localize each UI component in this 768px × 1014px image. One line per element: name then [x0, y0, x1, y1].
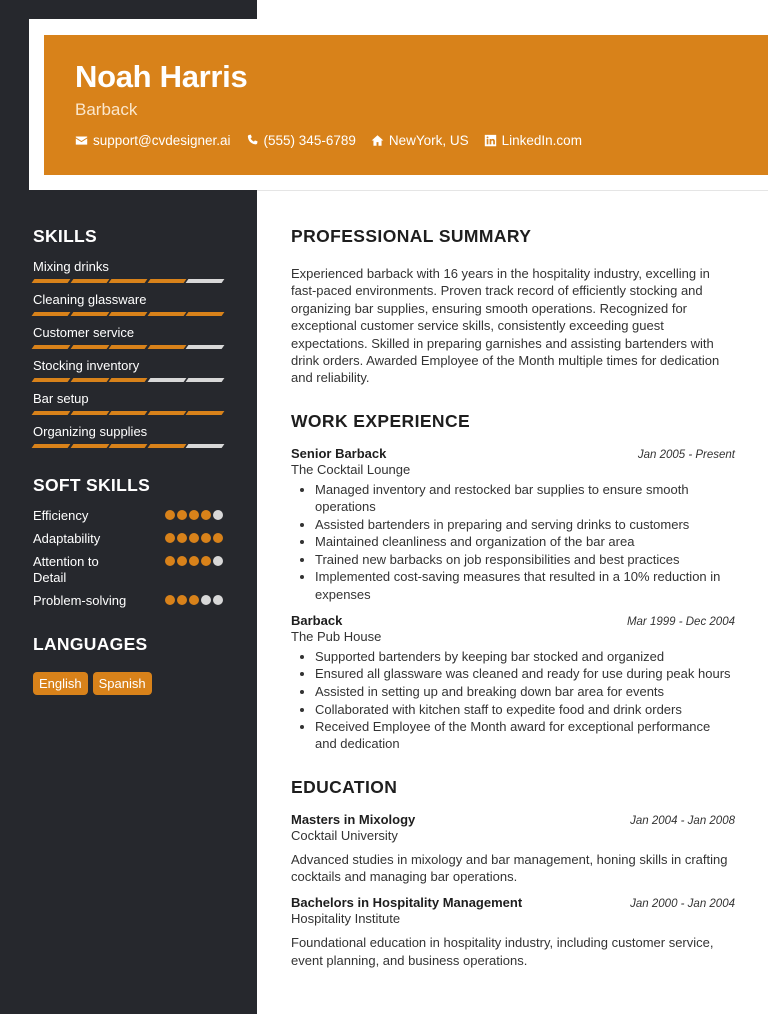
soft-skill-name: Efficiency: [33, 508, 89, 523]
rating-dot: [201, 556, 211, 566]
rating-dot: [201, 533, 211, 543]
skill-level-segment: [186, 444, 224, 448]
summary-heading: PROFESSIONAL SUMMARY: [291, 226, 532, 246]
skill-level-segment: [186, 378, 224, 382]
header: [44, 35, 768, 175]
soft-skill-name: Problem-solving: [33, 593, 127, 608]
job-bullets: [291, 648, 735, 753]
soft-skill-item: [33, 593, 223, 609]
languages-list: [33, 672, 223, 695]
education-entry: [291, 812, 735, 886]
home-icon: [371, 134, 384, 147]
skill-level-segment: [186, 411, 224, 415]
skill-name: Customer service: [33, 325, 135, 340]
skill-name: Cleaning glassware: [33, 292, 147, 307]
education-description: Advanced studies in mixology and bar management, honing skills in crafting cocktails and managing bar operations.: [291, 851, 728, 885]
rating-dot: [201, 595, 211, 605]
soft-skill-rating: [165, 554, 223, 566]
skill-level-bar: [33, 411, 223, 415]
skills-list: [33, 259, 223, 448]
job-date: Jan 2005 - Present: [637, 448, 735, 461]
rating-dot: [165, 595, 175, 605]
skill-level-segment: [147, 444, 185, 448]
skill-level-segment: [70, 312, 108, 316]
job-bullets: [291, 481, 735, 603]
job-role: Barback: [291, 612, 343, 628]
section-divider: [257, 190, 768, 191]
degree-name: Bachelors in Hospitality Management: [291, 895, 523, 911]
job-bullet: • Ensured all glassware was cleaned and ready for use during peak hours: [315, 665, 735, 682]
rating-dot: [213, 533, 223, 543]
rating-dot: [165, 556, 175, 566]
soft-skill-name: Attention to Detail: [33, 554, 99, 585]
job-title: Barback: [75, 100, 138, 119]
skill-level-bar: [33, 279, 223, 283]
rating-dot: [177, 510, 187, 520]
skill-level-bar: [33, 345, 223, 349]
contact-list: [75, 133, 582, 148]
job-company: The Pub House: [291, 628, 382, 644]
summary-text: Experienced barback with 16 years in the hospitality industry, excelling in fast-paced environments. Proven track record of efficiently stocking and organizing bar supplies, ensuring smooth operations. Recognized for exceptional customer service skills, consistently exceeding guest expectations. Skilled in preparing garnishes and assisting bartenders with drink orders. Awarded Employee of the Month multiple times for dedication and reliability.: [291, 266, 720, 386]
language-badge: Spanish: [93, 672, 152, 695]
job-bullet: • Assisted bartenders in preparing and serving drinks to customers: [315, 516, 735, 533]
rating-dot: [165, 533, 175, 543]
skill-level-segment: [147, 378, 185, 382]
skill-level-segment: [70, 444, 108, 448]
skill-level-segment: [109, 345, 147, 349]
job-bullet: • Collaborated with kitchen staff to expedite food and drink orders: [315, 701, 735, 718]
soft-skill-item: [33, 554, 223, 586]
education-date: Jan 2004 - Jan 2008: [630, 814, 735, 827]
job-bullet: • Maintained cleanliness and organization of the bar area: [315, 533, 735, 550]
skill-level-bar: [33, 444, 223, 448]
job-bullet: • Trained new barbacks on job responsibilities and best practices: [315, 551, 735, 568]
degree-name: Masters in Mixology: [291, 811, 416, 827]
rating-dot: [213, 510, 223, 520]
contact-phone-text: (555) 345-6789: [263, 133, 356, 148]
education-date: Jan 2000 - Jan 2004: [630, 898, 735, 911]
skill-name: Bar setup: [33, 391, 89, 406]
rating-dot: [189, 533, 199, 543]
job-bullet: • Received Employee of the Month award for exceptional performance and dedication: [315, 718, 735, 752]
skill-level-segment: [109, 312, 147, 316]
soft-skill-item: [33, 508, 223, 524]
skill-item: [33, 358, 223, 382]
job-bullet: • Assisted in setting up and breaking down bar area for events: [315, 683, 735, 700]
education-description: Foundational education in hospitality industry, including customer service, event planning, and business operations.: [291, 935, 714, 968]
contact-email-text: support@cvdesigner.ai: [93, 133, 231, 148]
language-badge: English: [33, 672, 88, 695]
rating-dot: [177, 595, 187, 605]
skill-level-segment: [109, 378, 147, 382]
skill-level-bar: [33, 378, 223, 382]
rating-dot: [189, 510, 199, 520]
soft-skill-name: Adaptability: [33, 531, 101, 546]
sidebar-content: [33, 226, 223, 695]
rating-dot: [177, 533, 187, 543]
candidate-name: Noah Harris: [75, 59, 248, 94]
skill-name: Organizing supplies: [33, 424, 148, 439]
rating-dot: [189, 595, 199, 605]
school-name: Hospitality Institute: [291, 911, 401, 927]
skill-level-segment: [70, 279, 108, 283]
contact-location: [371, 133, 469, 148]
job-date: Mar 1999 - Dec 2004: [626, 615, 735, 628]
job-entry: [291, 613, 735, 753]
skill-level-segment: [109, 411, 147, 415]
rating-dot: [165, 510, 175, 520]
skill-level-segment: [32, 312, 70, 316]
skill-item: [33, 391, 223, 415]
skill-name: Mixing drinks: [33, 259, 109, 274]
rating-dot: [213, 556, 223, 566]
skill-item: [33, 325, 223, 349]
skills-heading: SKILLS: [33, 226, 98, 246]
contact-location-text: NewYork, US: [388, 133, 469, 148]
job-bullet: • Managed inventory and restocked bar supplies to ensure smooth operations: [315, 481, 735, 515]
skill-level-bar: [33, 312, 223, 316]
education-heading: EDUCATION: [291, 776, 398, 797]
phone-icon: [246, 134, 259, 147]
skill-level-segment: [70, 345, 108, 349]
skill-level-segment: [186, 279, 224, 283]
skill-level-segment: [186, 312, 224, 316]
contact-linkedin-text: LinkedIn.com: [501, 133, 582, 148]
main-content: [291, 226, 735, 969]
skill-level-segment: [186, 345, 224, 349]
skill-level-segment: [147, 279, 185, 283]
linkedin-icon: [484, 134, 497, 147]
skill-level-segment: [32, 411, 70, 415]
skill-level-segment: [109, 444, 147, 448]
soft-skills-list: [33, 508, 223, 609]
education-entry: [291, 895, 735, 969]
contact-phone[interactable]: [246, 133, 356, 148]
contact-email[interactable]: [75, 133, 231, 148]
soft-skills-heading: SOFT SKILLS: [33, 475, 151, 495]
skill-level-segment: [70, 378, 108, 382]
job-bullet: • Supported bartenders by keeping bar stocked and organized: [315, 648, 735, 665]
skill-level-segment: [32, 378, 70, 382]
job-company: The Cocktail Lounge: [291, 461, 411, 477]
skill-level-segment: [147, 345, 185, 349]
job-role: Senior Barback: [291, 445, 387, 461]
rating-dot: [201, 510, 211, 520]
skill-item: [33, 259, 223, 283]
soft-skill-item: [33, 531, 223, 547]
languages-heading: LANGUAGES: [33, 634, 148, 654]
contact-linkedin[interactable]: [484, 133, 582, 148]
soft-skill-rating: [165, 593, 223, 605]
skill-level-segment: [109, 279, 147, 283]
soft-skill-rating: [165, 508, 223, 520]
rating-dot: [189, 556, 199, 566]
envelope-icon: [75, 134, 88, 147]
work-heading: WORK EXPERIENCE: [291, 410, 471, 431]
skill-item: [33, 424, 223, 448]
job-entry: [291, 446, 735, 603]
skill-level-segment: [32, 345, 70, 349]
skill-level-segment: [70, 411, 108, 415]
skill-level-segment: [32, 444, 70, 448]
skill-name: Stocking inventory: [33, 358, 140, 373]
rating-dot: [213, 595, 223, 605]
skill-level-segment: [32, 279, 70, 283]
skill-level-segment: [147, 411, 185, 415]
soft-skill-rating: [165, 531, 223, 543]
skill-item: [33, 292, 223, 316]
job-bullet: • Implemented cost-saving measures that resulted in a 10% reduction in expenses: [315, 568, 735, 602]
skill-level-segment: [147, 312, 185, 316]
school-name: Cocktail University: [291, 827, 398, 843]
rating-dot: [177, 556, 187, 566]
